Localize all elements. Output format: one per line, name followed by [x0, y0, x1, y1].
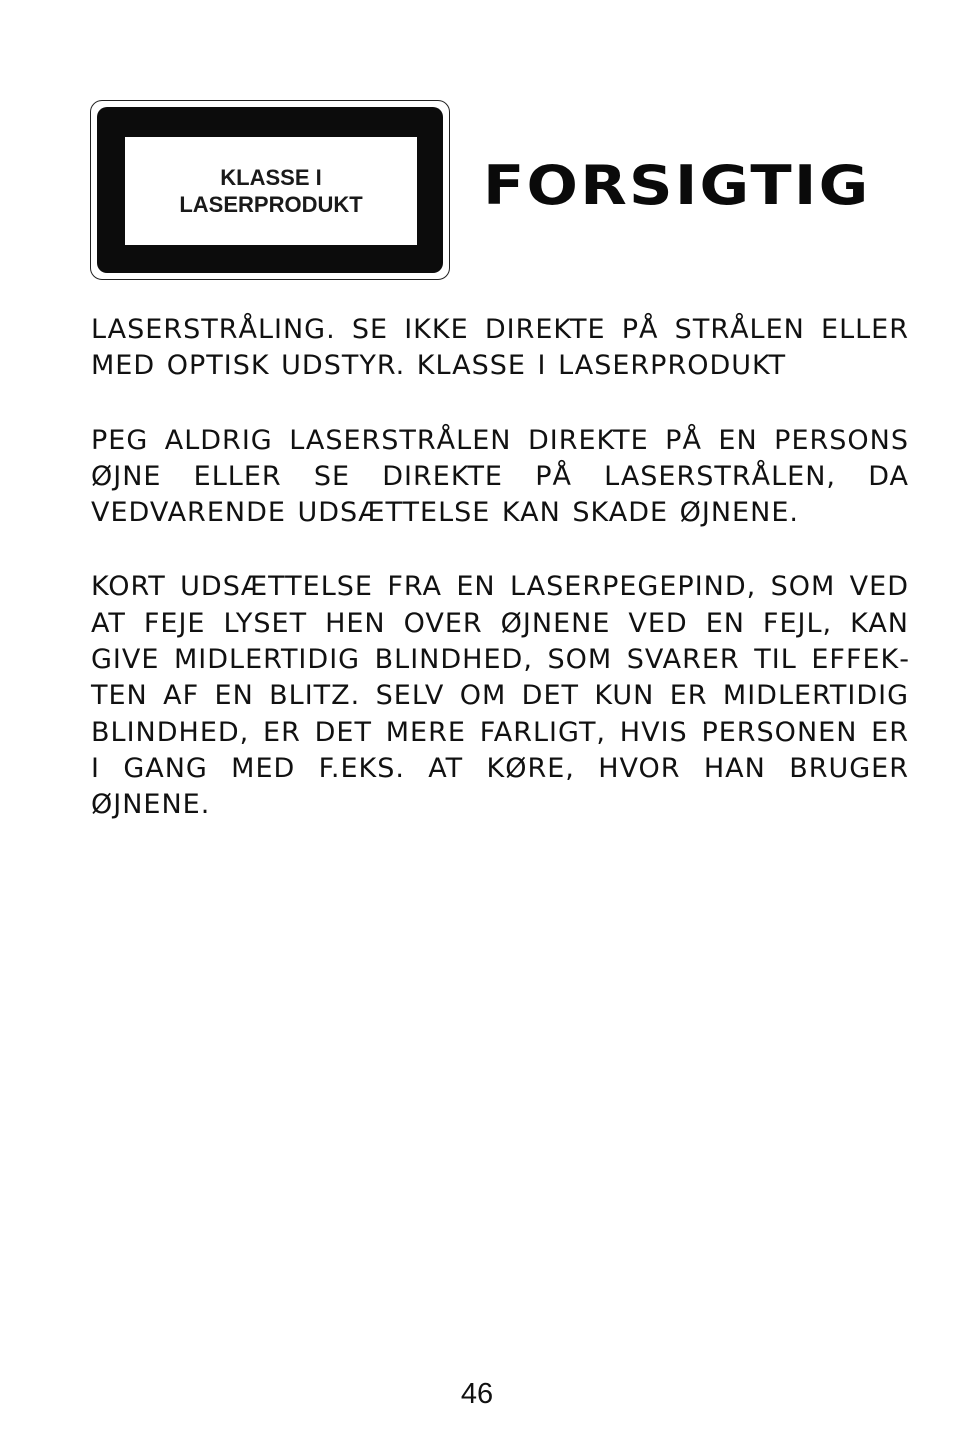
- label-line-2: LASERPRODUKT: [179, 192, 363, 217]
- paragraph-laser-radiation: LASERSTRÅLING. SE IKKE DIREKTE PÅ STRÅLEN ELLER MED OPTISK UDSTYR. KLASSE I LASERPRODUKT: [91, 314, 909, 382]
- label-line-1: KLASSE I: [220, 165, 322, 190]
- page-title: FORSIGTIG: [483, 154, 871, 217]
- paragraph-eye-warning: PEG ALDRIG LASERSTRÅLEN DIREKTE PÅ EN PERSONS ØJNE ELLER SE DIREKTE PÅ LASERSTRÅLEN, DA VEDVARENDE UDSÆTTELSE KAN SKADE ØJNENE.: [91, 424, 909, 529]
- paragraph-temporary-blindness: KORT UDSÆTTELSE FRA EN LASERPEGEPIND, SOM VED AT FEJE LYSET HEN OVER ØJNENE VED EN FEJL, KAN GIVE MIDLERTIDIG BLINDHED, SOM SVARER TIL EFFEKTEN AF EN BLITZ. SELV OM DET KUN ER MIDLERTIDIG BLINDHED, ER DET MERE FARLIGT, HVIS PERSONEN ER I GANG MED F.EKS. AT KØRE, HVOR HAN BRUGER ØJNENE.: [91, 571, 909, 821]
- label-text-panel: [125, 137, 417, 245]
- laser-class-label: [90, 100, 450, 280]
- warning-body: [91, 312, 909, 862]
- page-number: 46: [460, 1378, 494, 1410]
